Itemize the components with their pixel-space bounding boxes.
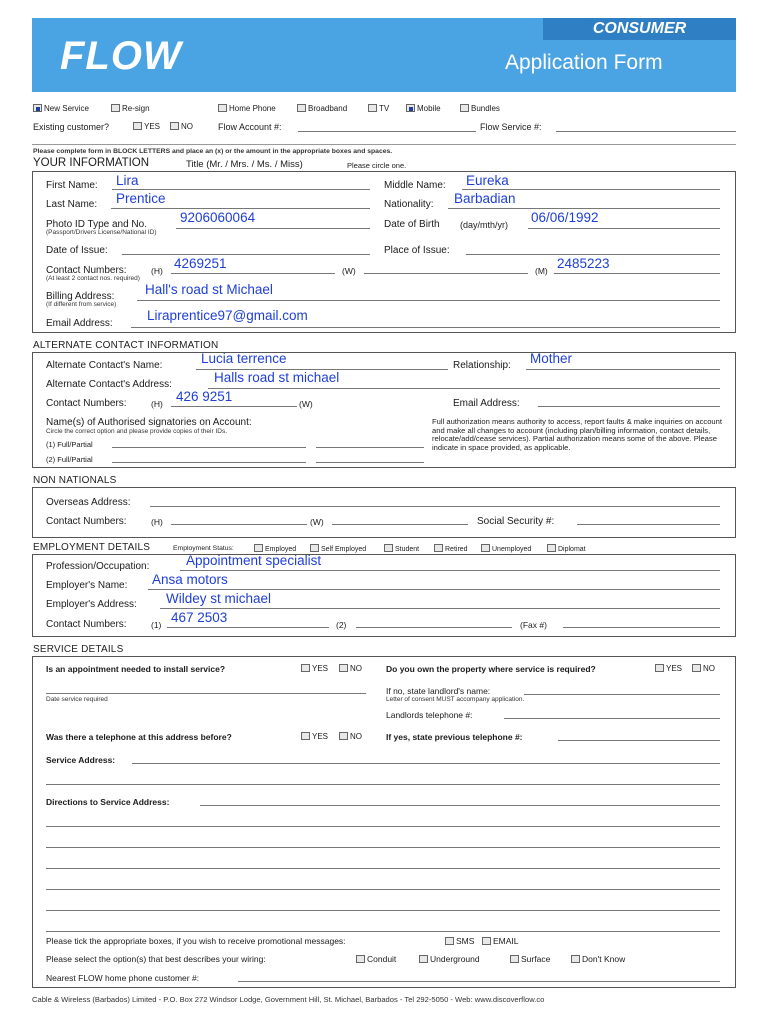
alternate-name-value: Lucia terrence [201,351,287,366]
contact-m-label: (M) [535,266,548,276]
middle-name-value: Eureka [466,173,509,188]
underground-checkbox[interactable] [419,955,428,963]
retired-checkbox[interactable] [434,544,443,552]
billing-address-field[interactable] [137,300,720,301]
telephone-before-question: Was there a telephone at this address before? [46,732,232,742]
new-service-checkbox[interactable] [33,104,42,112]
directions-line-5[interactable] [46,889,720,890]
contact-sub: (At least 2 contact nos. required) [46,275,140,282]
own-property-no-checkbox[interactable] [692,664,701,672]
appointment-yes-checkbox[interactable] [301,664,310,672]
employment-heading: EMPLOYMENT DETAILS [33,542,151,553]
conduit-checkbox[interactable] [356,955,365,963]
student-option[interactable]: Student [384,544,419,553]
own-property-no-option[interactable]: NO [692,664,715,673]
non-nationals-box [32,487,736,538]
photo-id-value: 9206060064 [180,210,256,225]
overseas-address-field[interactable] [150,506,720,507]
non-nationals-w-label: (W) [310,517,324,527]
tv-option[interactable]: TV [368,104,389,113]
alternate-contact-heading: ALTERNATE CONTACT INFORMATION [33,340,219,351]
broadband-option[interactable]: Broadband [297,104,347,113]
employer-name-value: Ansa motors [152,572,228,587]
profession-value: Appointment specialist [186,553,322,568]
photo-id-sub: (Passport/Drivers License/National ID) [46,229,157,236]
employment-fax-field[interactable] [563,627,720,628]
existing-no-checkbox[interactable] [170,122,179,130]
mobile-checkbox[interactable] [406,104,415,112]
first-name-label: First Name: [46,180,98,191]
alternate-contact-label: Contact Numbers: [46,398,127,409]
flow-account-field[interactable] [298,131,476,132]
alternate-h-field[interactable] [171,406,297,407]
landlord-sub: Letter of consent MUST accompany application. [386,696,525,703]
relationship-value: Mother [530,351,573,366]
mobile-option[interactable]: Mobile [406,104,441,113]
student-checkbox[interactable] [384,544,393,552]
dob-format: (day/mth/yr) [460,220,509,230]
nearest-customer-field[interactable] [238,981,720,982]
directions-line-3[interactable] [46,847,720,848]
middle-name-label: Middle Name: [384,180,446,191]
nationality-value: Barbadian [454,191,516,206]
surface-checkbox[interactable] [510,955,519,963]
email-field[interactable] [131,327,720,328]
employer-name-field[interactable] [148,589,720,590]
signatory-2-name-field[interactable] [112,462,306,463]
last-name-value: Prentice [116,191,166,206]
social-security-label: Social Security #: [477,516,555,527]
signatory-1-extra-field[interactable] [316,447,424,448]
sms-checkbox[interactable] [445,937,454,945]
previous-telephone-field[interactable] [558,740,720,741]
photo-id-label: Photo ID Type and No. [46,219,147,230]
employment-fax-label: (Fax #) [520,620,547,630]
contact-h-value: 4269251 [174,256,227,271]
dont-know-option[interactable]: Don't Know [571,954,625,964]
photo-id-field[interactable] [176,228,370,229]
resign-option[interactable]: Re-sign [111,104,150,113]
non-nationals-h-label: (H) [151,517,163,527]
email-label: Email Address: [46,318,113,329]
alternate-address-field[interactable] [208,388,720,389]
profession-field[interactable] [180,570,720,571]
divider [32,144,736,145]
profession-label: Profession/Occupation: [46,561,150,572]
employer-name-label: Employer's Name: [46,580,128,591]
employed-option[interactable]: Employed [254,544,296,553]
instructions: Please complete form in BLOCK LETTERS and place an (x) or the amount in the appropriate boxes and spaces. [33,148,393,155]
dob-label: Date of Birth [384,219,440,230]
existing-yes-option[interactable]: YES [133,122,160,131]
own-property-question: Do you own the property where service is required? [386,664,596,674]
landlord-label: If no, state landlord's name: [386,686,491,696]
sms-option[interactable]: SMS [445,936,474,946]
unemployed-checkbox[interactable] [481,544,490,552]
service-address-line-2[interactable] [46,784,720,785]
landlord-tel-field[interactable] [504,718,720,719]
alternate-address-label: Alternate Contact's Address: [46,379,172,390]
contact-numbers-label: Contact Numbers: [46,265,127,276]
non-nationals-h-field[interactable] [171,524,307,525]
dont-know-checkbox[interactable] [571,955,580,963]
alternate-address-value: Halls road st michael [214,370,340,385]
flow-service-label: Flow Service #: [480,122,542,132]
employment-contact-label: Contact Numbers: [46,619,127,630]
landlord-tel-label: Landlords telephone #: [386,710,473,720]
overseas-address-label: Overseas Address: [46,497,131,508]
directions-line-4[interactable] [46,868,720,869]
dob-value: 06/06/1992 [531,210,599,225]
surface-option[interactable]: Surface [510,954,550,964]
own-property-yes-option[interactable]: YES [655,664,682,673]
last-name-field[interactable] [111,208,370,209]
signatories-sub: Circle the correct option and please provide copies of their IDs. [46,428,228,435]
existing-customer-label: Existing customer? [33,122,110,132]
diplomat-checkbox[interactable] [547,544,556,552]
own-property-yes-checkbox[interactable] [655,664,664,672]
page-title: Application Form [505,51,663,74]
existing-no-option[interactable]: NO [170,122,193,131]
contact-h-field[interactable] [171,273,335,274]
contact-m-field[interactable] [554,273,720,274]
nationality-label: Nationality: [384,199,434,210]
wiring-question: Please select the option(s) that best describes your wiring: [46,954,266,964]
previous-telephone-label: If yes, state previous telephone #: [386,732,523,742]
place-of-issue-label: Place of Issue: [384,245,450,256]
service-address-field[interactable] [132,763,720,764]
contact-w-label: (W) [342,266,356,276]
relationship-field[interactable] [526,369,720,370]
landlord-field[interactable] [524,694,720,695]
dob-field[interactable] [528,228,720,229]
date-of-issue-label: Date of Issue: [46,245,108,256]
billing-address-sub: (If different from service) [46,301,117,308]
directions-line-2[interactable] [46,826,720,827]
non-nationals-w-field[interactable] [332,524,468,525]
conduit-option[interactable]: Conduit [356,954,396,964]
new-service-option[interactable]: New Service [33,104,89,113]
flow-account-label: Flow Account #: [218,122,282,132]
resign-checkbox[interactable] [111,104,120,112]
employment-contact-2-label: (2) [336,620,347,630]
home-phone-checkbox[interactable] [218,104,227,112]
directions-field[interactable] [200,805,720,806]
alternate-w-label: (W) [299,399,313,409]
circle-note: Please circle one. [347,161,407,170]
billing-address-label: Billing Address: [46,291,115,302]
telephone-no-option[interactable]: NO [339,732,362,741]
alternate-h-label: (H) [151,399,163,409]
signatory-2-label: (2) Full/Partial [46,455,93,464]
alternate-email-field[interactable] [538,406,720,407]
existing-yes-checkbox[interactable] [133,122,142,130]
bundles-option[interactable]: Bundles [460,104,500,113]
appointment-no-option[interactable]: NO [339,664,362,673]
middle-name-field[interactable] [462,189,720,190]
contact-w-field[interactable] [364,273,528,274]
email-option[interactable]: EMAIL [482,936,519,946]
appointment-yes-option[interactable]: YES [301,664,328,673]
nearest-customer-label: Nearest FLOW home phone customer #: [46,973,200,983]
contact-h-label: (H) [151,266,163,276]
consumer-badge: CONSUMER [543,18,736,40]
telephone-no-checkbox[interactable] [339,732,348,740]
underground-option[interactable]: Underground [419,954,480,964]
employed-checkbox[interactable] [254,544,263,552]
email-checkbox[interactable] [482,937,491,945]
alternate-h-value: 426 9251 [176,389,233,404]
telephone-yes-option[interactable]: YES [301,732,328,741]
non-nationals-heading: NON NATIONALS [33,475,117,486]
first-name-value: Lira [116,173,139,188]
date-required-label: Date service required [46,696,108,703]
broadband-checkbox[interactable] [297,104,306,112]
non-nationals-contact-label: Contact Numbers: [46,516,127,527]
service-address-label: Service Address: [46,755,116,765]
relationship-label: Relationship: [453,360,511,371]
retired-option[interactable]: Retired [434,544,468,553]
self-employed-checkbox[interactable] [310,544,319,552]
your-information-heading: YOUR INFORMATION [33,157,150,169]
last-name-label: Last Name: [46,199,98,210]
directions-line-7[interactable] [46,931,720,932]
employment-contact-1-field[interactable] [167,627,329,628]
contact-m-value: 2485223 [557,256,610,271]
directions-line-6[interactable] [46,910,720,911]
flow-service-field[interactable] [556,131,736,132]
email-value: Liraprentice97@gmail.com [147,308,308,323]
social-security-field[interactable] [577,524,720,525]
alternate-name-label: Alternate Contact's Name: [46,360,163,371]
bundles-checkbox[interactable] [460,104,469,112]
home-phone-option[interactable]: Home Phone [218,104,276,113]
unemployed-option[interactable]: Unemployed [481,544,531,553]
place-of-issue-field[interactable] [466,254,720,255]
self-employed-option[interactable]: Self Employed [310,544,366,553]
footer: Cable & Wireless (Barbados) Limited - P.O. Box 272 Windsor Lodge, Government Hill, St. Michael, Barbados - Tel 292-5050 - Web: www.discoverflow.co [32,995,545,1004]
date-required-field[interactable] [46,693,366,694]
signatory-1-name-field[interactable] [112,447,306,448]
employment-contact-1-label: (1) [151,620,162,630]
appointment-no-checkbox[interactable] [339,664,348,672]
appointment-question: Is an appointment needed to install service? [46,664,226,674]
telephone-yes-checkbox[interactable] [301,732,310,740]
service-details-heading: SERVICE DETAILS [33,644,124,655]
signatory-1-label: (1) Full/Partial [46,440,93,449]
employment-contact-2-field[interactable] [356,627,512,628]
signatories-label: Name(s) of Authorised signatories on Account: [46,417,252,428]
employer-address-value: Wildey st michael [166,591,272,606]
employment-status-label: Employment Status: [173,545,234,552]
employment-contact-1-value: 467 2503 [171,610,228,625]
date-of-issue-field[interactable] [122,254,370,255]
employer-address-label: Employer's Address: [46,599,137,610]
flow-logo: FLOW [60,34,182,78]
authorization-note: Full authorization means authority to access, report faults & make inquiries on account and make all changes to account (including plan/billing information, contact details, relocate/add/cease services). Partial authorization means some of the above. Please indicate in space provided, as applicable. [432,417,722,452]
directions-label: Directions to Service Address: [46,797,170,807]
diplomat-option[interactable]: Diplomat [547,544,586,553]
title-note: Title (Mr. / Mrs. / Ms. / Miss) [186,159,303,170]
first-name-field[interactable] [112,189,370,190]
alternate-email-label: Email Address: [453,398,520,409]
nationality-field[interactable] [448,208,720,209]
billing-address-value: Hall's road st Michael [145,282,273,297]
promo-question: Please tick the appropriate boxes, if you wish to receive promotional messages: [46,936,346,946]
signatory-2-extra-field[interactable] [316,462,424,463]
employer-address-field[interactable] [160,608,720,609]
tv-checkbox[interactable] [368,104,377,112]
